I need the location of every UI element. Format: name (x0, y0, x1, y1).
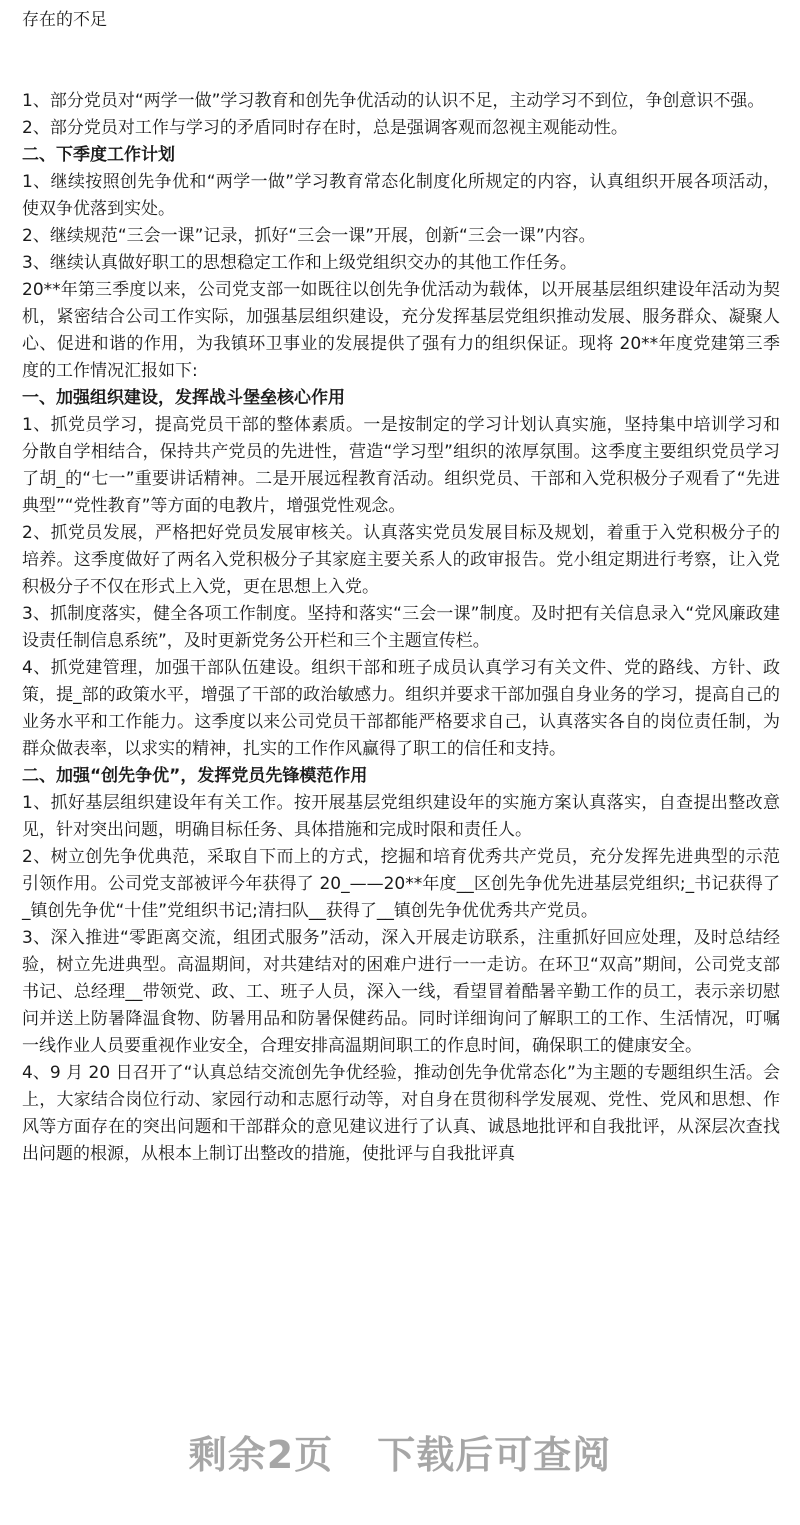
spacer (22, 34, 780, 88)
section-heading: 二、下季度工作计划 (22, 145, 175, 165)
paragraph: 2、抓党员发展，严格把好党员发展审核关。认真落实党员发展目标及规划，着重于入党积极分子的培养。这季度做好了两名入党积极分子其家庭主要关系人的政审报告。党小组定期进行考察，让入党积极分子不仅在形式上入党，更在思想上入党。 (22, 523, 780, 597)
paragraph: 1、部分党员对“两学一做”学习教育和创先争优活动的认识不足，主动学习不到位，争创意识不强。 (22, 91, 765, 111)
paragraph: 1、抓党员学习，提高党员干部的整体素质。一是按制定的学习计划认真实施，坚持集中培训学习和分散自学相结合，保持共产党员的先进性，营造“学习型”组织的浓厚氛围。这季度主要组织党员学习了胡_的“七一”重要讲话精神。二是开展远程教育活动。组织党员、干部和入党积极分子观看了“先进典型”“党性教育”等方面的电教片，增强党性观念。 (22, 415, 780, 516)
section-heading: 一、加强组织建设，发挥战斗堡垒核心作用 (22, 388, 345, 408)
paragraph: 3、深入推进“零距离交流，组团式服务”活动，深入开展走访联系，注重抓好回应处理，及时总结经验，树立先进典型。高温期间，对共建结对的困难户进行一一走访。在环卫“双高”期间，公司党支部书记、总经理__带领党、政、工、班子人员，深入一线，看望冒着酷暑辛勤工作的员工，表示亲切慰问并送上防暑降温食物、防暑用品和防暑保健药品。同时详细询问了解职工的工作、生活情况，叮嘱一线作业人员要重视作业安全，合理安排高温期间职工的作息时间，确保职工的健康安全。 (22, 928, 780, 1056)
download-prompt[interactable] (0, 1424, 800, 1479)
paragraph: 3、抓制度落实，健全各项工作制度。坚持和落实“三会一课”制度。及时把有关信息录入“党风廉政建设责任制信息系统”，及时更新党务公开栏和三个主题宣传栏。 (22, 604, 780, 651)
paragraph: 20**年第三季度以来，公司党支部一如既往以创先争优活动为载体，以开展基层组织建设年活动为契机，紧密结合公司工作实际，加强基层组织建设，充分发挥基层党组织推动发展、服务群众、凝聚人心、促进和谐的作用，为我镇环卫事业的发展提供了强有力的组织保证。现将 20**年度党建第三季度的工作情况汇报如下: (22, 280, 780, 381)
remaining-pages-text: 剩余2页 (188, 1433, 334, 1477)
paragraph: 2、继续规范“三会一课”记录，抓好“三会一课”开展，创新“三会一课”内容。 (22, 226, 596, 246)
cut-off-line (22, 0, 780, 7)
paragraph: 1、继续按照创先争优和“两学一做”学习教育常态化制度化所规定的内容，认真组织开展各项活动，使双争优落到实处。 (22, 172, 780, 219)
paragraph: 3、继续认真做好职工的思想稳定工作和上级党组织交办的其他工作任务。 (22, 253, 577, 273)
section-heading: 二、加强“创先争优”，发挥党员先锋模范作用 (22, 766, 368, 786)
download-to-view-text: 下载后可查阅 (377, 1433, 612, 1477)
paragraph-list (22, 88, 780, 1168)
paragraph: 2、部分党员对工作与学习的矛盾同时存在时，总是强调客观而忽视主观能动性。 (22, 118, 628, 138)
paragraph: 4、9 月 20 日召开了“认真总结交流创先争优经验，推动创先争优常态化”为主题的专题组织生活。会上，大家结合岗位行动、家园行动和志愿行动等，对自身在贯彻科学发展观、党性、党风和思想、作风等方面存在的突出问题和干部群众的意见建议进行了认真、诚恳地批评和自我批评，从深层次查找出问题的根源，从根本上制订出整改的措施，使批评与自我批评真 (22, 1063, 780, 1164)
paragraph: 1、抓好基层组织建设年有关工作。按开展基层党组织建设年的实施方案认真落实，自查提出整改意见，针对突出问题，明确目标任务、具体措施和完成时限和责任人。 (22, 793, 780, 840)
paragraph: 4、抓党建管理，加强干部队伍建设。组织干部和班子成员认真学习有关文件、党的路线、方针、政策，提_部的政策水平，增强了干部的政治敏感力。组织并要求干部加强自身业务的学习，提高自己的业务水平和工作能力。这季度以来公司党员干部都能严格要求自己，认真落实各自的岗位责任制，为群众做表率，以求实的精神，扎实的工作作风赢得了职工的信任和支持。 (22, 658, 780, 759)
section-subtitle: 存在的不足 (22, 10, 107, 30)
document-body (22, 0, 780, 1168)
paragraph: 2、树立创先争优典范，采取自下而上的方式，挖掘和培育优秀共产党员，充分发挥先进典型的示范引领作用。公司党支部被评今年获得了 20_——20**年度__区创先争优先进基层党组织;_书记获得了_镇创先争优“十佳”党组织书记;清扫队__获得了__镇创先争优优秀共产党员。 (22, 847, 780, 921)
